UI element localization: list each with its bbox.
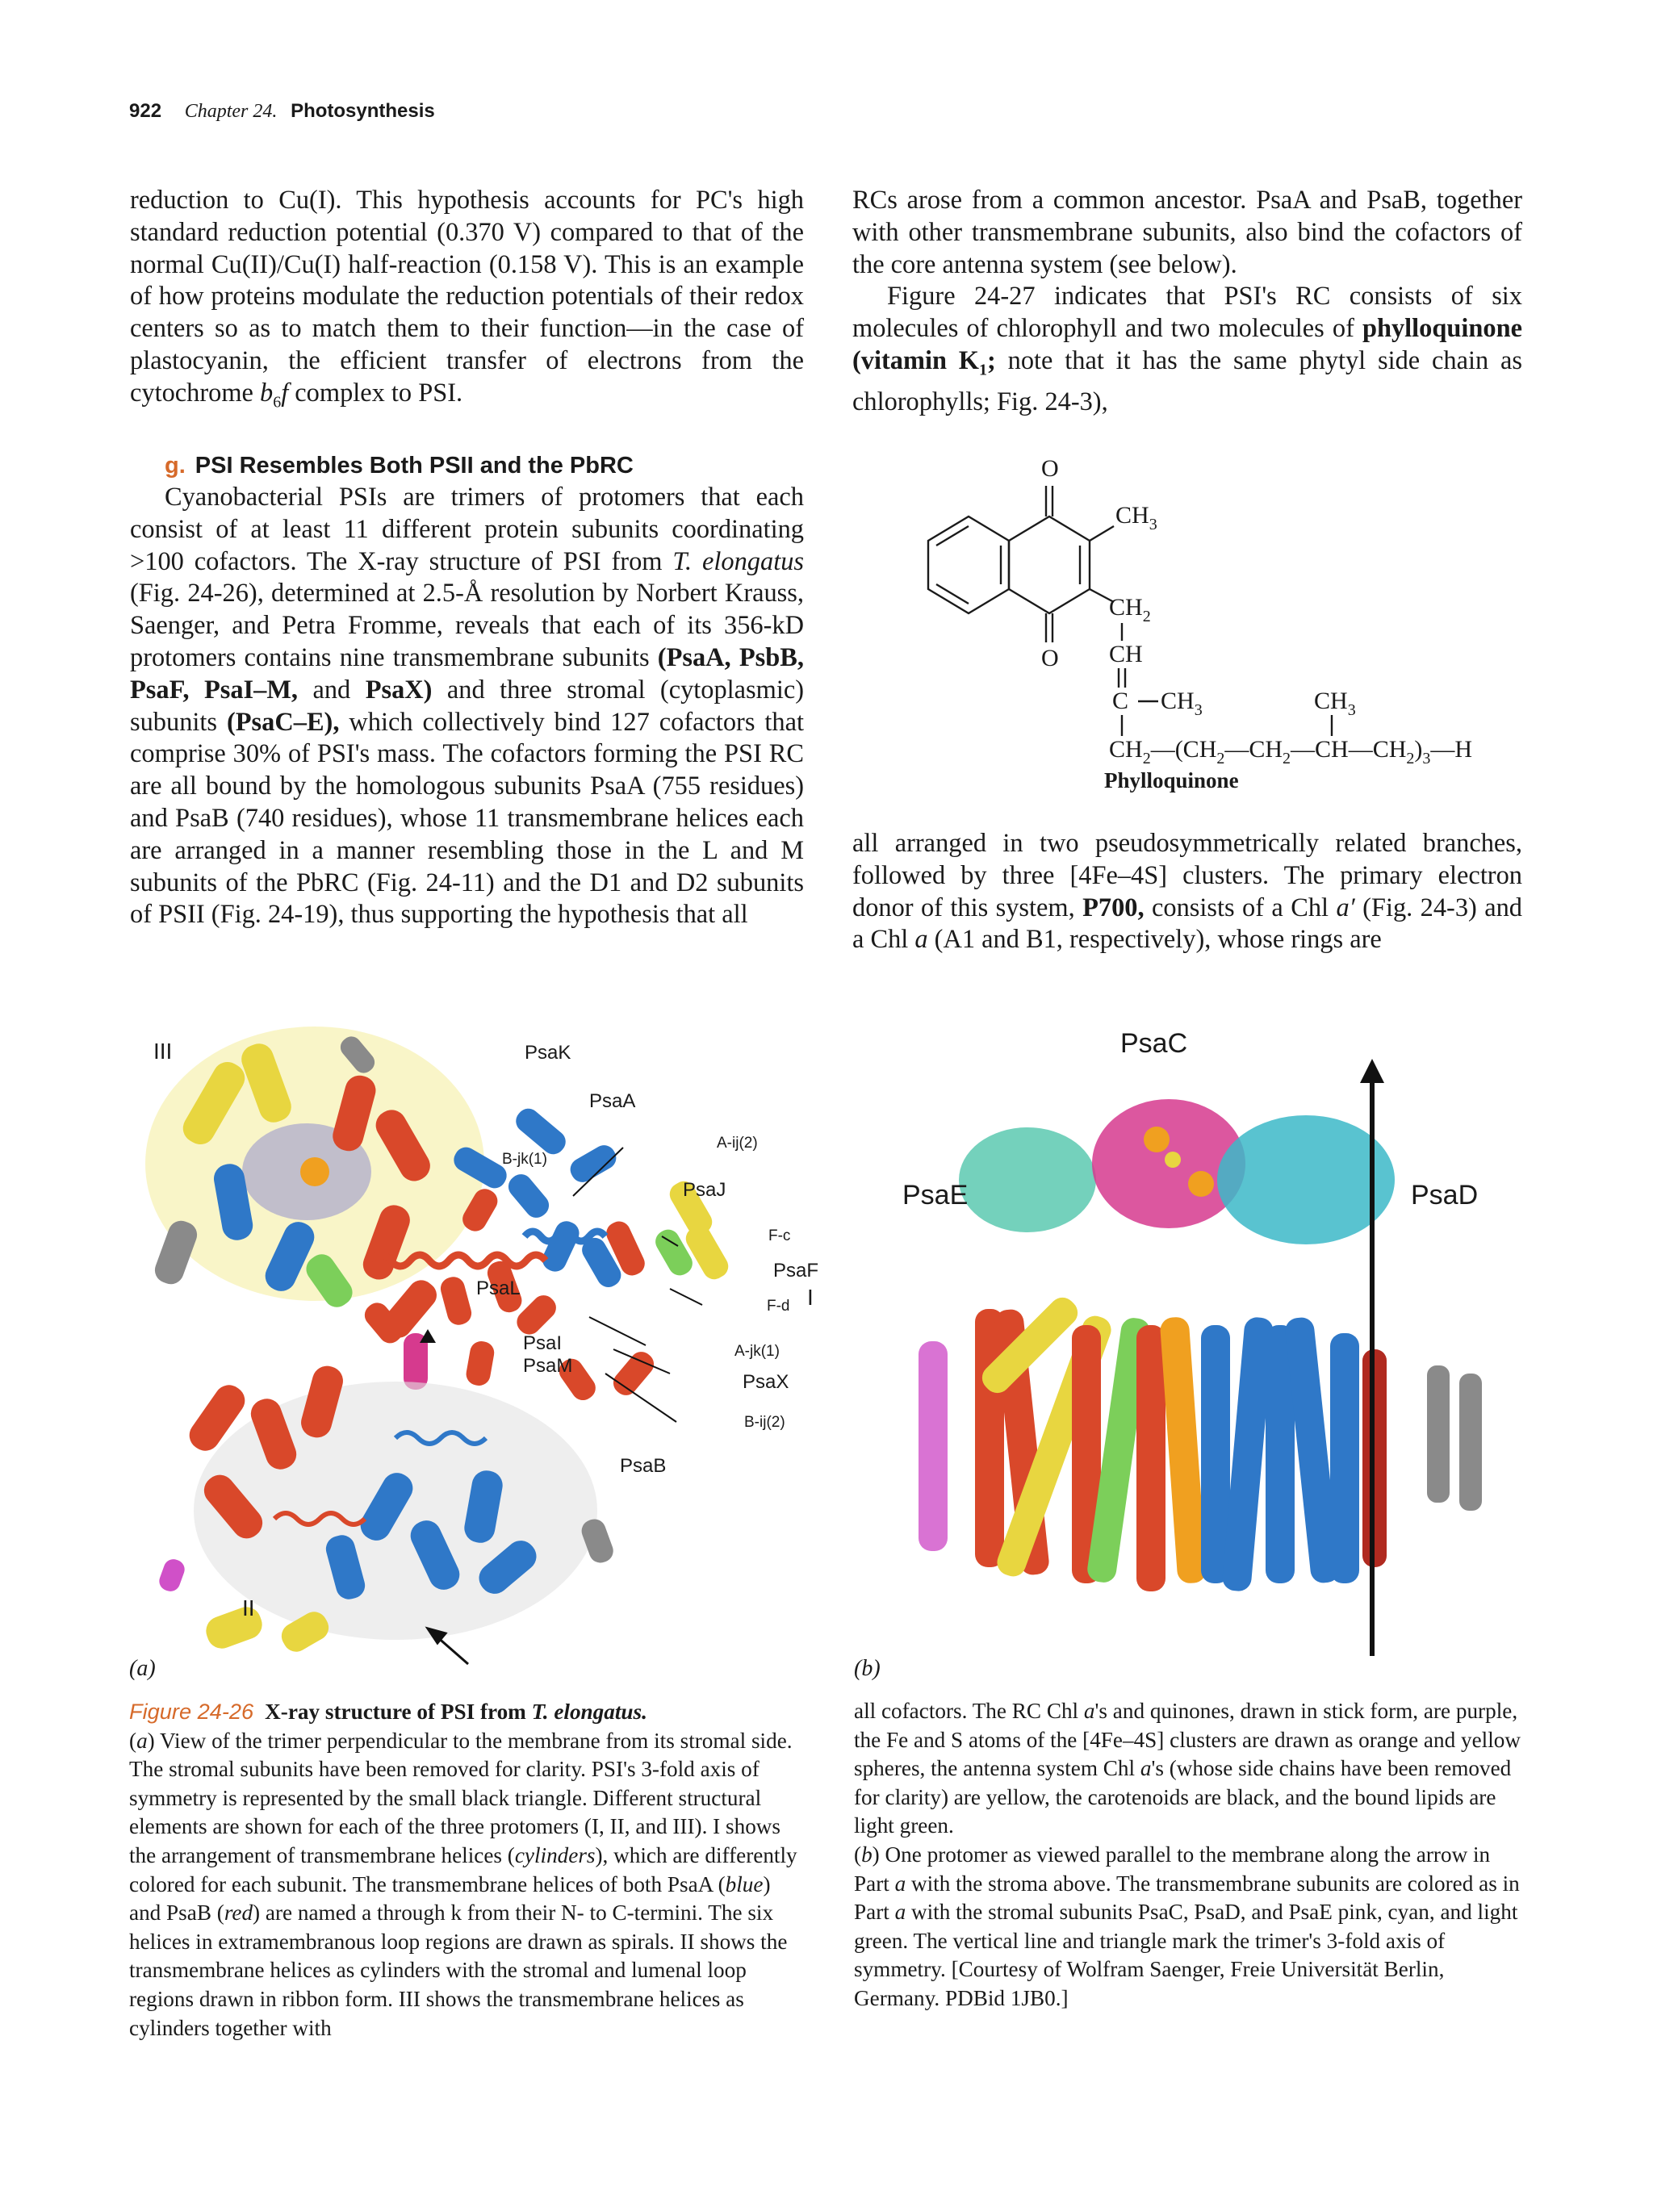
section-title: PSI Resembles Both PSII and the PbRC [195, 453, 634, 479]
right-column-continued [852, 828, 1522, 956]
section-heading [130, 450, 804, 482]
subunit-label: PsaX [743, 1371, 789, 1393]
paragraph: Figure 24-27 indicates that PSI's RC consists of six molecules of chlorophyll and two molecules of phylloquinone (vitamin $K_1$; note that it has the same phytyl side chain as chlorophylls; Fig. 24-3), [852, 282, 1522, 417]
helix-label: A-ij(2) [717, 1135, 758, 1152]
right-column [852, 185, 1522, 419]
figure-part-b-label: (b) [854, 1656, 881, 1681]
caption-left [129, 1697, 803, 2043]
helix-label: A-jk(1) [734, 1343, 780, 1360]
phytyl-chain-label: $CH_2—(CH_2—CH_2—CH—CH_2)_3—H$ [1109, 736, 1473, 767]
oxygen-label: O [1041, 645, 1059, 671]
subunit-label: PsaD [1411, 1180, 1479, 1211]
protomer-label: II [242, 1595, 255, 1620]
chapter-title: Photosynthesis [291, 100, 435, 122]
subunit-label: PsaF [773, 1260, 819, 1282]
subunit-label: PsaE [902, 1180, 969, 1211]
subunit-label: PsaC [1120, 1028, 1188, 1059]
paragraph: reduction to Cu(I). This hypothesis accounts for PC's high standard reduction potential (0.370 V) compared to that of the normal Cu(II)/Cu(I) half-reaction (0.158 V). This is an example of how proteins modulate the reduction potentials of their redox centers so as to match them to their function—in the case of plastocyanin, the efficient transfer of electrons from the cytochrome $b_6f$ complex to PSI. [130, 186, 804, 412]
protomer-label: III [153, 1039, 173, 1064]
running-header [129, 100, 435, 123]
methine-label: CH [1109, 641, 1143, 667]
subunit-label: PsaJ [683, 1179, 726, 1201]
methylene-label: $CH_2$ [1109, 594, 1151, 625]
figure-part-a-label: (a) [129, 1656, 156, 1681]
figure-part-a [129, 1018, 839, 1668]
paragraph: RCs arose from a common ancestor. PsaA and PsaB, together with other transmembrane subunits, also bind the cofactors of the core antenna system (see below). [852, 186, 1522, 279]
methyl-label: $CH_3$ [1161, 688, 1203, 719]
section-letter: g. [165, 453, 186, 479]
carbon-label: C [1112, 688, 1129, 714]
methyl-label: $CH_3$ [1314, 688, 1356, 719]
phylloquinone-structure [880, 436, 1509, 799]
compound-name: Phylloquinone [1104, 768, 1239, 792]
caption-right [854, 1697, 1524, 2013]
paragraph: Cyanobacterial PSIs are trimers of protomers that each consist of at least 11 different protein subunits coordinating >100 cofactors. The X-ray structure of PSI from T. elongatus (Fig. 24-26), determined at 2.5-Å resolution by Norbert Krauss, Saenger, and Petra Fromme, reveals that each of its 356-kD protomers contains nine transmembrane subunits (PsaA, PsbB, PsaF, PsaI–M, and PsaX) and three stromal (cytoplasmic) subunits (PsaC–E), which collectively bind 127 cofactors that comprise 30% of PSI's mass. The cofactors forming the PSI RC are all bound by the homologous subunits PsaA (755 residues) and PsaB (740 residues), whose 11 transmembrane helices each are arranged in a manner resembling those in the L and M subunits of the PbRC (Fig. 24-11) and the D1 and D2 subunits of PSII (Fig. 24-19), thus supporting the hypothesis that all [130, 483, 804, 930]
figure-part-b [854, 1018, 1527, 1668]
helix-label: F-d [767, 1298, 790, 1315]
page-number: 922 [129, 100, 162, 122]
subunit-label: PsaB [620, 1455, 667, 1477]
figure-number: Figure 24-26 [129, 1699, 254, 1724]
caption-text: all cofactors. The RC Chl a's and quinones, drawn in stick form, are purple, the Fe and S atoms of the [4Fe–4S] clusters are drawn as orange and yellow spheres, the antenna system Chl a's (whose side chains have been removed for clarity) are yellow, the carotenoids are black, and the bound lipids are light green. (b) One protomer as viewed parallel to the membrane along the arrow in Part a with the stroma above. The transmembrane subunits are colored as in Part a with the stromal subunits PsaC, PsaD, and PsaE pink, cyan, and light green. The vertical line and triangle mark the trimer's 3-fold axis of symmetry. [Courtesy of Wolfram Saenger, Freie Universität Berlin, Germany. PDBid 1JB0.] [854, 1699, 1521, 2010]
methyl-label: $CH_3$ [1115, 502, 1157, 533]
subunit-label: PsaK [525, 1042, 571, 1064]
subunit-label: PsaL [476, 1277, 521, 1299]
paragraph: all arranged in two pseudosymmetrically related branches, followed by three [4Fe–4S] clusters. The primary electron donor of this system, P700, consists of a Chl a′ (Fig. 24-3) and a Chl a (A1 and B1, respectively), whose rings are [852, 829, 1522, 955]
chapter-label: Chapter 24. [184, 101, 278, 122]
helix-label: B-ij(2) [744, 1414, 785, 1431]
helix-label: B-jk(1) [502, 1151, 547, 1168]
subunit-label: PsaA [589, 1090, 636, 1112]
subunit-label: PsaI [523, 1332, 563, 1354]
subunit-label: PsaM [523, 1355, 573, 1377]
left-column [130, 185, 804, 931]
protomer-label: I [807, 1285, 814, 1310]
caption-text: Figure 24-26 X-ray structure of PSI from T. elongatus. (a) View of the trimer perpendicular to the membrane from its stromal side. The stromal subunits have been removed for clarity. PSI's 3-fold axis of symmetry is represented by the small black triangle. Different structural elements are shown for each of the three protomers (I, II, and III). I shows the arrangement of transmembrane helices (cylinders), which are differently colored for each subunit. The transmembrane helices of both PsaA (blue) and PsaB (red) are named a through k from their N- to C-termini. The six helices in extramembranous loop regions are drawn as spirals. II shows the transmembrane helices as cylinders with the stromal and lumenal loop regions drawn in ribbon form. III shows the transmembrane helices as cylinders together with [129, 1699, 797, 2040]
helix-label: F-c [768, 1227, 791, 1244]
oxygen-label: O [1041, 455, 1059, 482]
